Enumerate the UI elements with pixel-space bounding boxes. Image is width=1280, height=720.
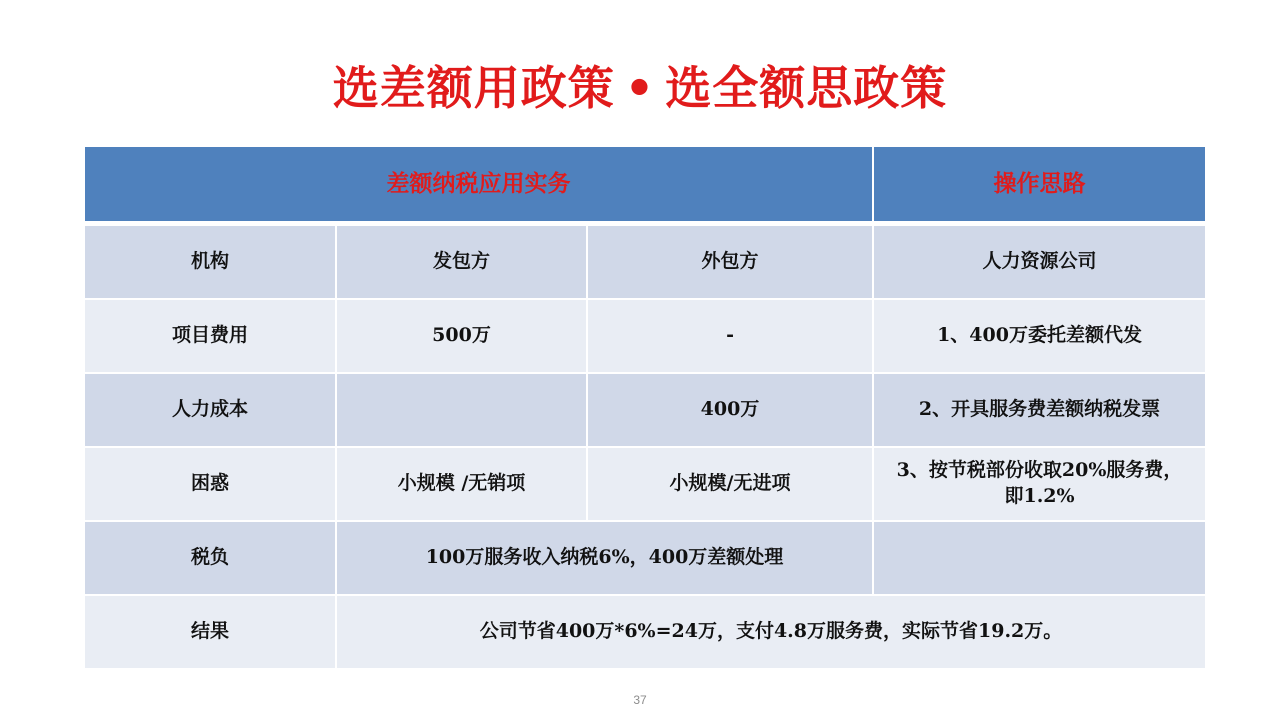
table-cell: - <box>586 298 872 372</box>
tax-table-container <box>85 147 1205 668</box>
table-cell: 小规模/无进项 <box>586 446 872 520</box>
table-cell: 400万 <box>586 372 872 446</box>
table-cell <box>872 520 1205 594</box>
title-left: 选差额用政策 <box>332 61 615 115</box>
table-cell: 500万 <box>335 298 586 372</box>
title-separator: • <box>624 61 656 115</box>
table-cell <box>335 372 586 446</box>
table-cell: 人力成本 <box>85 372 335 446</box>
table-cell: 公司节省400万*6%=24万，支付4.8万服务费，实际节省19.2万。 <box>335 594 1205 668</box>
table-cell: 发包方 <box>335 224 586 298</box>
table-row <box>85 372 1205 446</box>
table-cell: 困惑 <box>85 446 335 520</box>
table-cell: 机构 <box>85 224 335 298</box>
table-cell: 小规模 /无销项 <box>335 446 586 520</box>
tax-table <box>85 147 1205 668</box>
slide-title <box>0 52 1280 118</box>
table-header-right: 操作思路 <box>872 147 1205 224</box>
page-number: 37 <box>633 693 647 707</box>
table-header-row <box>85 147 1205 224</box>
table-row <box>85 224 1205 298</box>
table-cell: 2、开具服务费差额纳税发票 <box>872 372 1205 446</box>
table-cell: 1、400万委托差额代发 <box>872 298 1205 372</box>
table-cell: 项目费用 <box>85 298 335 372</box>
title-right: 选全额思政策 <box>665 61 948 115</box>
table-cell: 人力资源公司 <box>872 224 1205 298</box>
table-row <box>85 520 1205 594</box>
table-row <box>85 594 1205 668</box>
table-header-left: 差额纳税应用实务 <box>85 147 872 224</box>
table-cell: 外包方 <box>586 224 872 298</box>
table-row <box>85 446 1205 520</box>
table-cell: 结果 <box>85 594 335 668</box>
table-cell: 税负 <box>85 520 335 594</box>
table-row <box>85 298 1205 372</box>
table-cell: 100万服务收入纳税6%，400万差额处理 <box>335 520 872 594</box>
table-cell: 3、按节税部份收取20%服务费，即1.2% <box>872 446 1205 520</box>
